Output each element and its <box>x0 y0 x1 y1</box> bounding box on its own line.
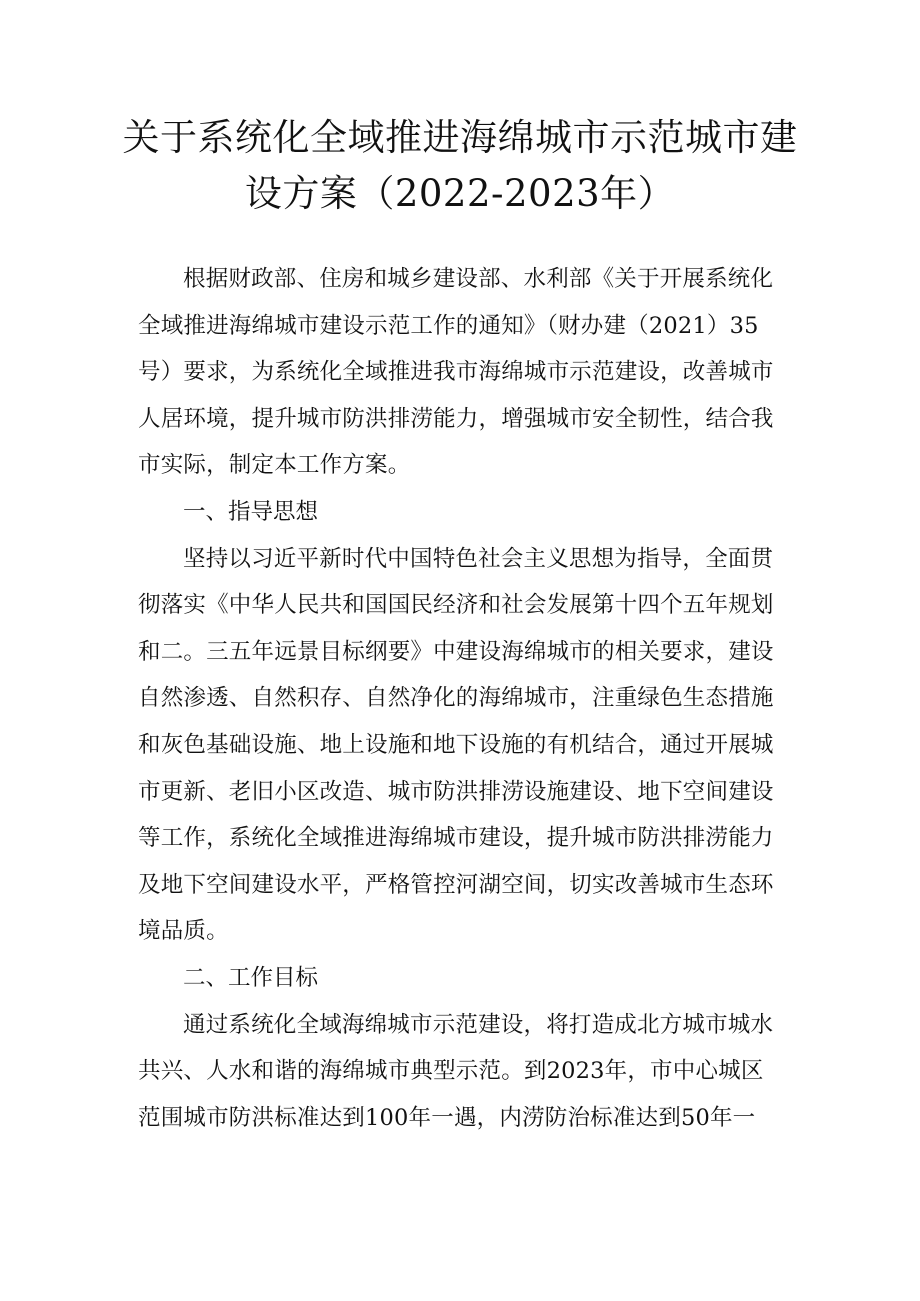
intro-line: 人居环境，提升城市防洪排涝能力，增强城市安全韧性，结合我 <box>138 405 774 432</box>
title-line-1: 关于系统化全域推进海绵城市示范城市建 <box>122 116 798 159</box>
intro-line: 市实际，制定本工作方案。 <box>138 452 411 479</box>
section1-line: 和灰色基础设施、地上设施和地下设施的有机结合，通过开展城 <box>138 731 774 758</box>
intro-line: 根据财政部、住房和城乡建设部、水利部《关于开展系统化 <box>183 266 774 292</box>
section1-line: 自然渗透、自然积存、自然净化的海绵城市，注重绿色生态措施 <box>138 685 774 712</box>
document-title <box>100 110 820 222</box>
section1-line: 市更新、老旧小区改造、城市防洪排涝设施建设、地下空间建设 <box>138 778 774 805</box>
section1-line: 坚持以习近平新时代中国特色社会主义思想为指导，全面贯 <box>183 545 774 572</box>
section1-line: 境品质。 <box>138 918 229 945</box>
section1-line: 和二。三五年远景目标纲要》中建设海绵城市的相关要求，建设 <box>138 638 774 665</box>
guiding-ideology-paragraph <box>138 536 786 955</box>
intro-line: 全域推进海绵城市建设示范工作的通知》（财办建（2021）35 <box>138 312 759 339</box>
section2-line: 范围城市防洪标准达到100年一遇，内涝防治标准达到50年一 <box>138 1104 756 1131</box>
section-heading-work-goals: 二、工作目标 <box>183 964 319 991</box>
section2-line: 通过系统化全域海绵城市示范建设，将打造成北方城市城水 <box>183 1011 774 1038</box>
section2-line: 共兴、人水和谐的海绵城市典型示范。到2023年，市中心城区 <box>138 1058 764 1085</box>
section1-line: 彻落实《中华人民共和国国民经济和社会发展第十四个五年规划 <box>138 592 774 619</box>
document-body <box>138 256 786 1141</box>
title-line-2: 设方案（2022-2023年） <box>244 172 676 215</box>
section1-line: 等工作，系统化全域推进海绵城市建设，提升城市防洪排涝能力 <box>138 825 774 852</box>
work-goals-paragraph <box>138 1002 786 1142</box>
section1-line: 及地下空间建设水平，严格管控河湖空间，切实改善城市生态环 <box>138 871 774 898</box>
intro-line: 号）要求，为系统化全域推进我市海绵城市示范建设，改善城市 <box>138 359 774 386</box>
section-heading-guiding-ideology: 一、指导思想 <box>183 498 319 525</box>
intro-paragraph <box>138 256 786 489</box>
